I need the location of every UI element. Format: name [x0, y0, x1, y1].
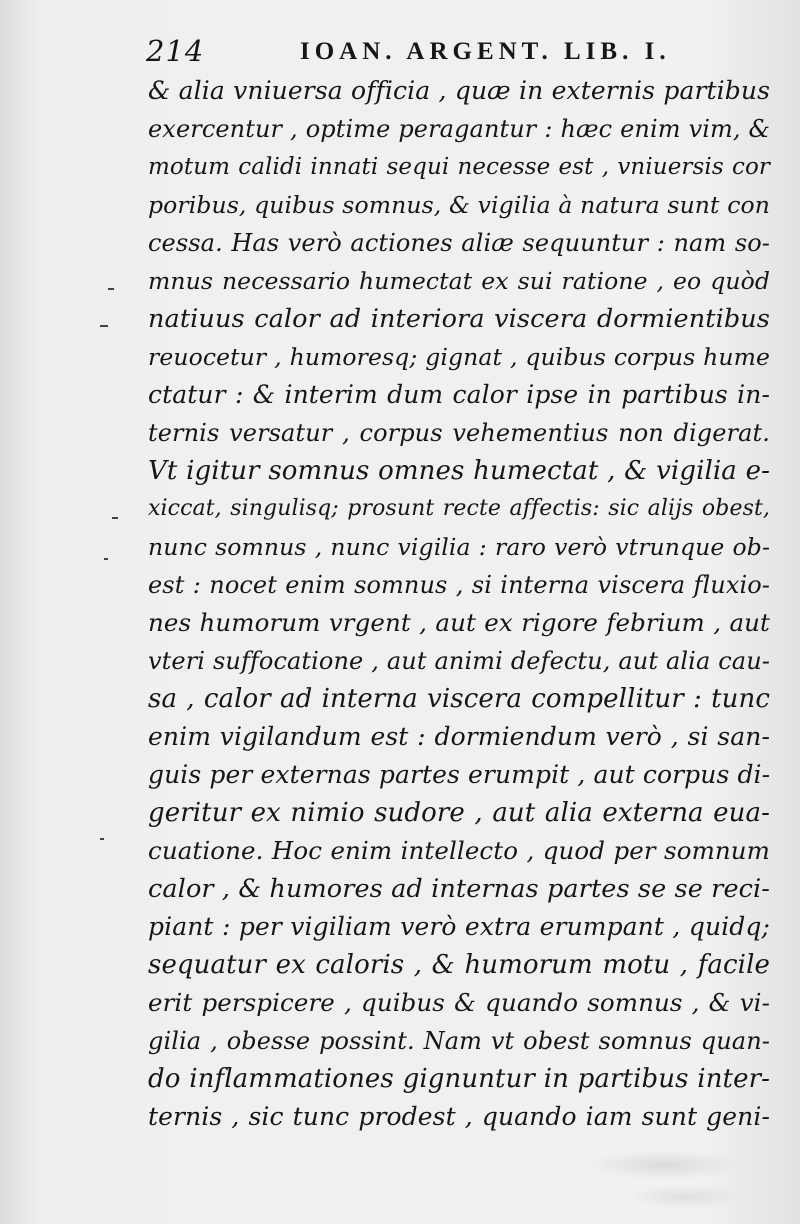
text-line-10: ternis versatur , corpus vehementius non digerat. — [148, 419, 770, 447]
margin-mark — [112, 517, 118, 519]
body-text — [148, 72, 770, 1136]
text-line-13: nunc somnus , nunc vigilia : raro verò vtrunque ob- — [148, 533, 770, 561]
ink-bleed-through — [630, 1185, 740, 1209]
text-line-12: xiccat, singulisq; prosunt recte affectis: sic alijs obest, — [148, 496, 770, 521]
text-line-4: poribus, quibus somnus, & vigilia à natura sunt con — [148, 191, 770, 219]
text-line-16: vteri suffocatione , aut animi defectu, aut alia cau- — [148, 647, 770, 675]
page-number: 214 — [146, 34, 205, 68]
text-line-28: ternis , sic tunc prodest , quando iam sunt geni- — [148, 1102, 770, 1131]
text-line-23: piant : per vigiliam verò extra erumpant , quidq; — [148, 912, 770, 941]
margin-mark — [108, 288, 114, 290]
text-line-2: exercentur , optime peragantur : hæc enim vim, & — [148, 115, 770, 143]
running-title: IOAN. ARGENT. LIB. I. — [300, 38, 671, 65]
ink-bleed-through — [590, 1150, 740, 1180]
text-line-7: natiuus calor ad interiora viscera dormientibus — [148, 304, 770, 334]
text-line-25: erit perspicere , quibus & quando somnus , & vi- — [148, 988, 770, 1017]
margin-mark — [100, 325, 108, 327]
text-line-6: mnus necessario humectat ex sui ratione , eo quòd — [148, 267, 770, 295]
text-line-3: motum calidi innati sequi necesse est , vniuersis cor — [148, 154, 770, 180]
text-line-24: sequatur ex caloris , & humorum motu , facile — [148, 950, 770, 980]
text-line-5: cessa. Has verò actiones aliæ sequuntur : nam so- — [148, 229, 770, 257]
text-line-19: guis per externas partes erumpit , aut corpus di- — [148, 760, 771, 789]
text-line-22: calor , & humores ad internas partes se se reci- — [148, 874, 770, 904]
text-line-9: ctatur : & interim dum calor ipse in partibus in- — [148, 380, 770, 409]
text-line-11: Vt igitur somnus omnes humectat , & vigilia e- — [148, 456, 770, 486]
text-line-14: est : nocet enim somnus , si interna viscera fluxio- — [148, 571, 770, 599]
margin-mark — [104, 558, 108, 560]
running-head — [140, 30, 780, 70]
text-line-26: gilia , obesse possint. Nam vt obest somnus quan- — [148, 1027, 770, 1055]
text-line-27: do inflammationes gignuntur in partibus inter- — [148, 1064, 770, 1094]
text-line-8: reuocetur , humoresq; gignat , quibus corpus hume — [148, 343, 770, 371]
text-line-17: sa , calor ad interna viscera compellitur : tunc — [148, 684, 770, 714]
text-line-18: enim vigilandum est : dormiendum verò , si san- — [148, 722, 770, 751]
text-line-1: & alia vniuersa officia , quæ in externis partibus — [148, 76, 770, 105]
text-line-20: geritur ex nimio sudore , aut alia externa eua- — [148, 798, 770, 828]
text-line-21: cuatione. Hoc enim intellecto , quod per somnum — [148, 836, 770, 865]
text-line-15: nes humorum vrgent , aut ex rigore febrium , aut — [148, 608, 770, 637]
margin-mark — [100, 838, 104, 840]
